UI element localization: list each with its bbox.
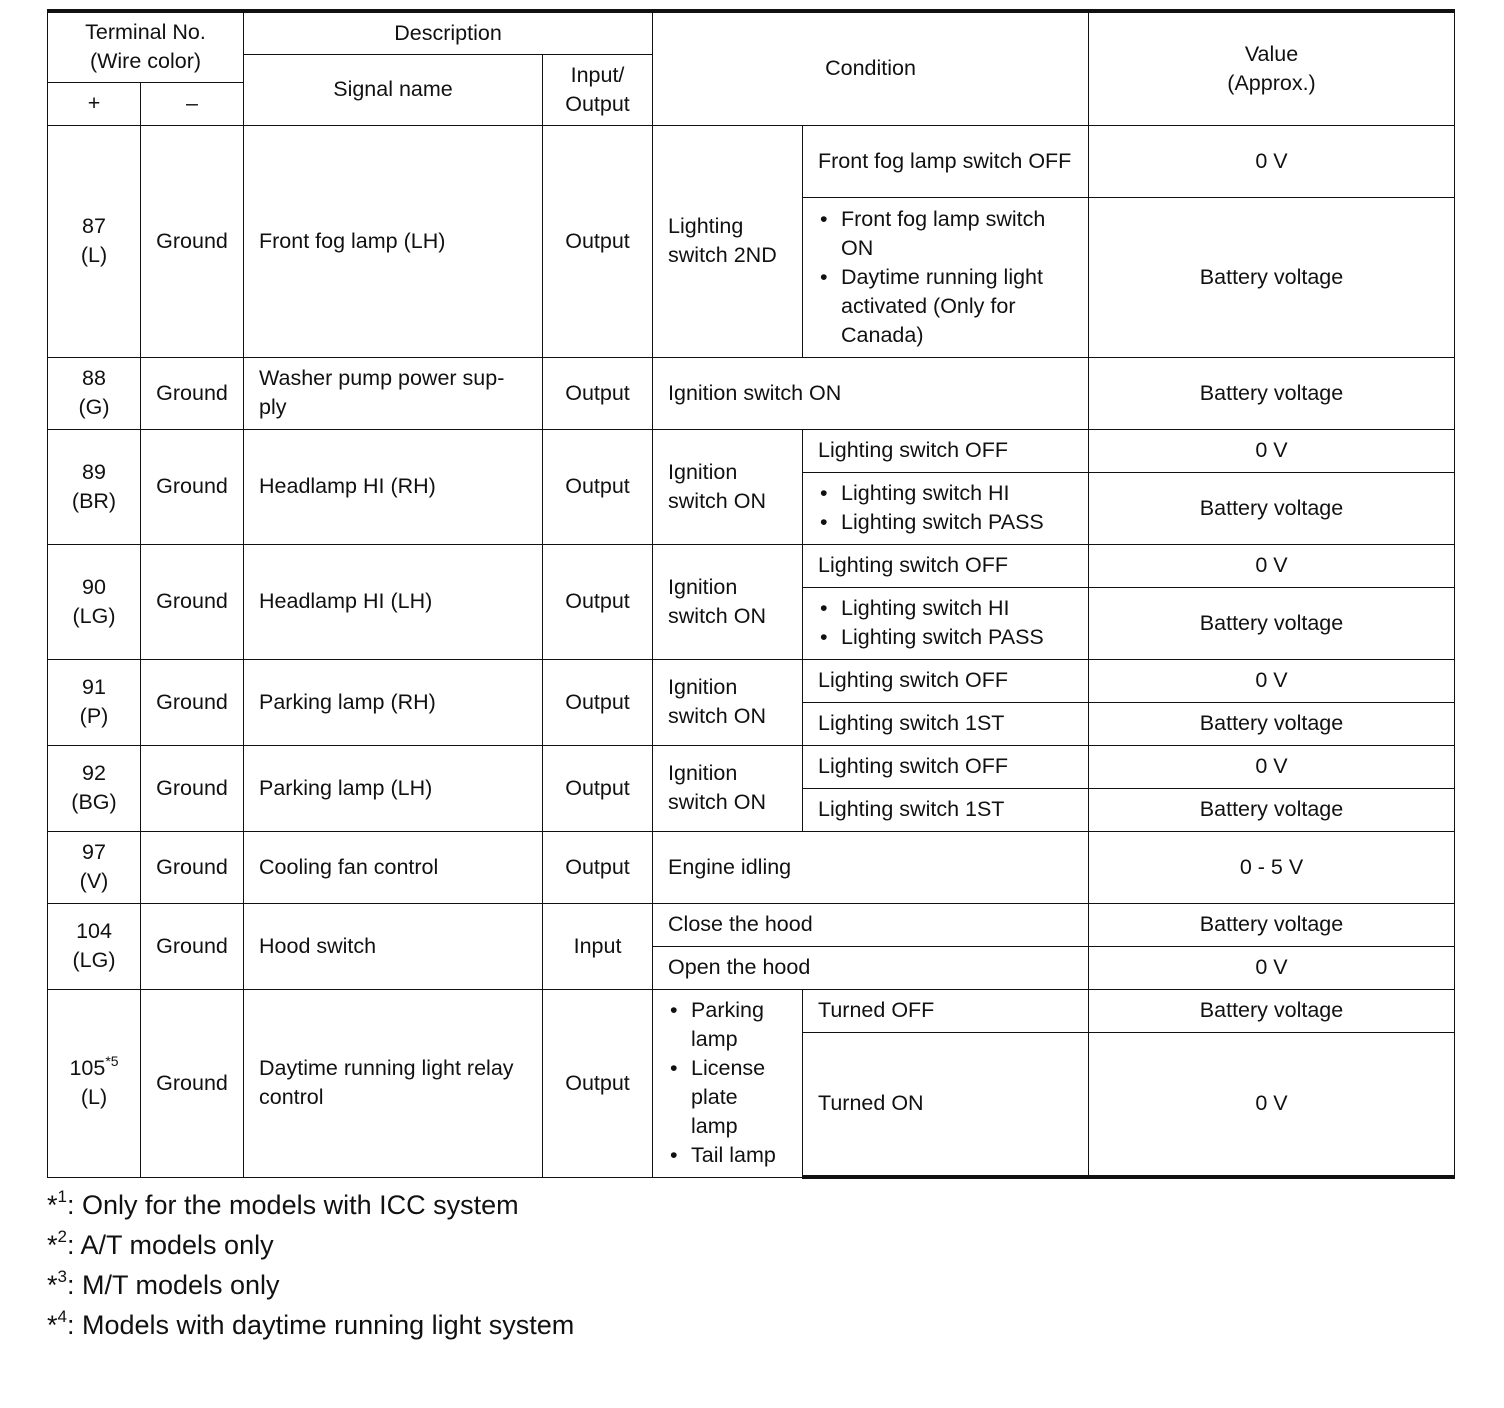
condition-main-cell: Ignition switch ON — [653, 429, 803, 544]
sub-condition-cell: Turned OFF — [803, 989, 1089, 1032]
value-cell: Battery voltage — [1089, 903, 1455, 946]
minus-header: – — [141, 82, 244, 125]
io-cell: Output — [543, 989, 653, 1177]
ground-cell: Ground — [141, 659, 244, 745]
footnote — [47, 1225, 574, 1265]
terminal-cell — [48, 429, 141, 544]
output-label: Output — [565, 91, 630, 116]
sub-condition-cell: Lighting switch 1ST — [803, 702, 1089, 745]
footnote — [47, 1265, 574, 1305]
condition-cell: Ignition switch ON — [653, 357, 1089, 429]
footnote-number: 3 — [57, 1267, 67, 1286]
terminal-number: 88 — [82, 366, 106, 390]
value-cell: Battery voltage — [1089, 357, 1455, 429]
signal-name-header: Signal name — [244, 54, 543, 125]
value-cell: 0 V — [1089, 946, 1455, 989]
footnote-mark: * — [47, 1270, 58, 1300]
terminal-no-header — [48, 11, 244, 82]
condition-bullet: • Lighting switch HI — [818, 594, 1073, 623]
sub-condition-cell — [803, 472, 1089, 544]
condition-bullet: • Lighting switch PASS — [818, 508, 1073, 537]
value-label: Value — [1244, 41, 1299, 66]
footnote-number: 1 — [57, 1187, 67, 1206]
wire-color: (P) — [79, 704, 109, 728]
value-cell: 0 V — [1089, 659, 1455, 702]
ground-cell: Ground — [141, 903, 244, 989]
terminal-cell — [48, 659, 141, 745]
footnote-mark: * — [47, 1310, 58, 1340]
signal-cell: Headlamp HI (LH) — [244, 544, 543, 659]
condition-bullet: • Lighting switch HI — [818, 479, 1073, 508]
io-cell: Output — [543, 544, 653, 659]
value-cell: 0 V — [1089, 1032, 1455, 1177]
signal-cell: Headlamp HI (RH) — [244, 429, 543, 544]
footnote — [47, 1305, 574, 1345]
ground-cell: Ground — [141, 989, 244, 1177]
condition-main-cell — [653, 989, 803, 1177]
wire-color: (L) — [80, 1085, 108, 1109]
io-cell: Output — [543, 831, 653, 903]
condition-main-cell: Ignition switch ON — [653, 745, 803, 831]
footnote-ref: *5 — [105, 1053, 119, 1069]
footnote-text: : Only for the models with ICC system — [66, 1190, 519, 1220]
terminal-cell — [48, 125, 141, 357]
value-cell: 0 V — [1089, 745, 1455, 788]
footnote-mark: * — [47, 1190, 58, 1220]
io-cell: Output — [543, 745, 653, 831]
value-cell: 0 V — [1089, 125, 1455, 197]
terminal-cell — [48, 903, 141, 989]
signal-cell: Parking lamp (LH) — [244, 745, 543, 831]
io-cell: Output — [543, 429, 653, 544]
value-cell: Battery voltage — [1089, 989, 1455, 1032]
plus-header: + — [48, 82, 141, 125]
io-cell: Input — [543, 903, 653, 989]
wire-color: (BR) — [71, 488, 117, 513]
condition-bullet: • Front fog lamp switch ON — [818, 205, 1073, 263]
sub-condition-cell: Front fog lamp switch OFF — [803, 125, 1089, 197]
wire-color: (LG) — [72, 603, 116, 628]
table-row — [48, 429, 1455, 472]
terminal-no-label: Terminal No. — [85, 20, 206, 45]
ground-cell: Ground — [141, 357, 244, 429]
ground-cell: Ground — [141, 429, 244, 544]
approx-label: (Approx.) — [1227, 70, 1316, 95]
table-row — [48, 989, 1455, 1032]
terminal-number: 104 — [76, 919, 112, 943]
signal-cell: Parking lamp (RH) — [244, 659, 543, 745]
condition-bullet: • Tail lamp — [668, 1141, 787, 1170]
sub-condition-cell: Lighting switch OFF — [803, 745, 1089, 788]
table-row — [48, 125, 1455, 197]
condition-cell: Engine idling — [653, 831, 1089, 903]
sub-condition-cell — [803, 197, 1089, 357]
terminal-number: 87 — [82, 214, 106, 238]
description-header: Description — [244, 11, 653, 54]
sub-condition-cell — [803, 587, 1089, 659]
condition-bullet: • Parking lamp — [668, 996, 787, 1054]
sub-condition-cell: Lighting switch OFF — [803, 429, 1089, 472]
value-cell: Battery voltage — [1089, 472, 1455, 544]
value-cell: Battery voltage — [1089, 788, 1455, 831]
condition-bullet-list — [818, 205, 1073, 350]
io-cell: Output — [543, 357, 653, 429]
signal-cell: Daytime running light relay control — [244, 989, 543, 1177]
sub-condition-cell: Lighting switch 1ST — [803, 788, 1089, 831]
condition-main-cell: Ignition switch ON — [653, 659, 803, 745]
signal-cell: Cooling fan control — [244, 831, 543, 903]
table-row — [48, 903, 1455, 946]
condition-bullet-list — [818, 594, 1073, 652]
condition-bullet-list — [668, 996, 787, 1170]
signal-cell: Front fog lamp (LH) — [244, 125, 543, 357]
terminal-cell — [48, 357, 141, 429]
terminal-number: 91 — [82, 675, 106, 699]
condition-main-cell: Ignition switch ON — [653, 544, 803, 659]
footnote-number: 2 — [57, 1227, 67, 1246]
footnote-text: : A/T models only — [66, 1230, 274, 1260]
value-cell: Battery voltage — [1089, 197, 1455, 357]
condition-bullet-list — [818, 479, 1073, 537]
io-cell: Output — [543, 125, 653, 357]
terminal-number: 89 — [82, 459, 106, 484]
condition-bullet: • Daytime running light activated (Only for Canada) — [818, 263, 1073, 350]
footnote — [47, 1185, 574, 1225]
ground-cell: Ground — [141, 745, 244, 831]
table-row — [48, 544, 1455, 587]
terminal-number-text: 105 — [69, 1056, 106, 1080]
condition-bullet: • License plate lamp — [668, 1054, 787, 1141]
wire-color: (LG) — [72, 948, 116, 972]
terminal-number — [52, 1054, 136, 1083]
value-cell: 0 - 5 V — [1089, 831, 1455, 903]
wire-color: (BG) — [71, 790, 117, 814]
terminal-number: 92 — [82, 761, 106, 785]
footnote-number: 4 — [57, 1307, 67, 1326]
signal-cell: Washer pump power sup-ply — [244, 357, 543, 429]
footnote-text: : M/T models only — [66, 1270, 280, 1300]
condition-bullet: • Lighting switch PASS — [818, 623, 1073, 652]
condition-main-cell: Lighting switch 2ND — [653, 125, 803, 357]
footnote-mark: * — [47, 1230, 58, 1260]
terminal-cell — [48, 989, 141, 1177]
ground-cell: Ground — [141, 544, 244, 659]
condition-header: Condition — [653, 11, 1089, 125]
value-cell: 0 V — [1089, 544, 1455, 587]
terminal-cell — [48, 745, 141, 831]
terminal-cell — [48, 831, 141, 903]
condition-cell: Close the hood — [653, 903, 1089, 946]
terminal-number: 90 — [82, 574, 106, 599]
condition-cell: Open the hood — [653, 946, 1089, 989]
signal-cell: Hood switch — [244, 903, 543, 989]
terminal-spec-table — [47, 9, 1455, 1179]
ground-cell: Ground — [141, 125, 244, 357]
footnote-text: : Models with daytime running light system — [66, 1310, 575, 1340]
sub-condition-cell: Lighting switch OFF — [803, 659, 1089, 702]
wire-color: (G) — [78, 395, 110, 419]
footnotes — [47, 1185, 574, 1345]
ground-cell: Ground — [141, 831, 244, 903]
terminal-cell — [48, 544, 141, 659]
value-cell: 0 V — [1089, 429, 1455, 472]
table-row — [48, 745, 1455, 788]
sub-condition-cell: Lighting switch OFF — [803, 544, 1089, 587]
wire-color: (V) — [79, 869, 109, 893]
table-row — [48, 357, 1455, 429]
input-label: Input/ — [570, 62, 625, 87]
value-cell: Battery voltage — [1089, 587, 1455, 659]
table-row — [48, 659, 1455, 702]
input-output-header — [543, 54, 653, 125]
io-cell: Output — [543, 659, 653, 745]
wire-color-label: (Wire color) — [89, 49, 202, 74]
wire-color: (L) — [80, 243, 108, 267]
value-cell: Battery voltage — [1089, 702, 1455, 745]
terminal-number: 97 — [82, 840, 106, 864]
value-header — [1089, 11, 1455, 125]
table-row — [48, 831, 1455, 903]
sub-condition-cell: Turned ON — [803, 1032, 1089, 1177]
header-row-1 — [48, 11, 1455, 54]
